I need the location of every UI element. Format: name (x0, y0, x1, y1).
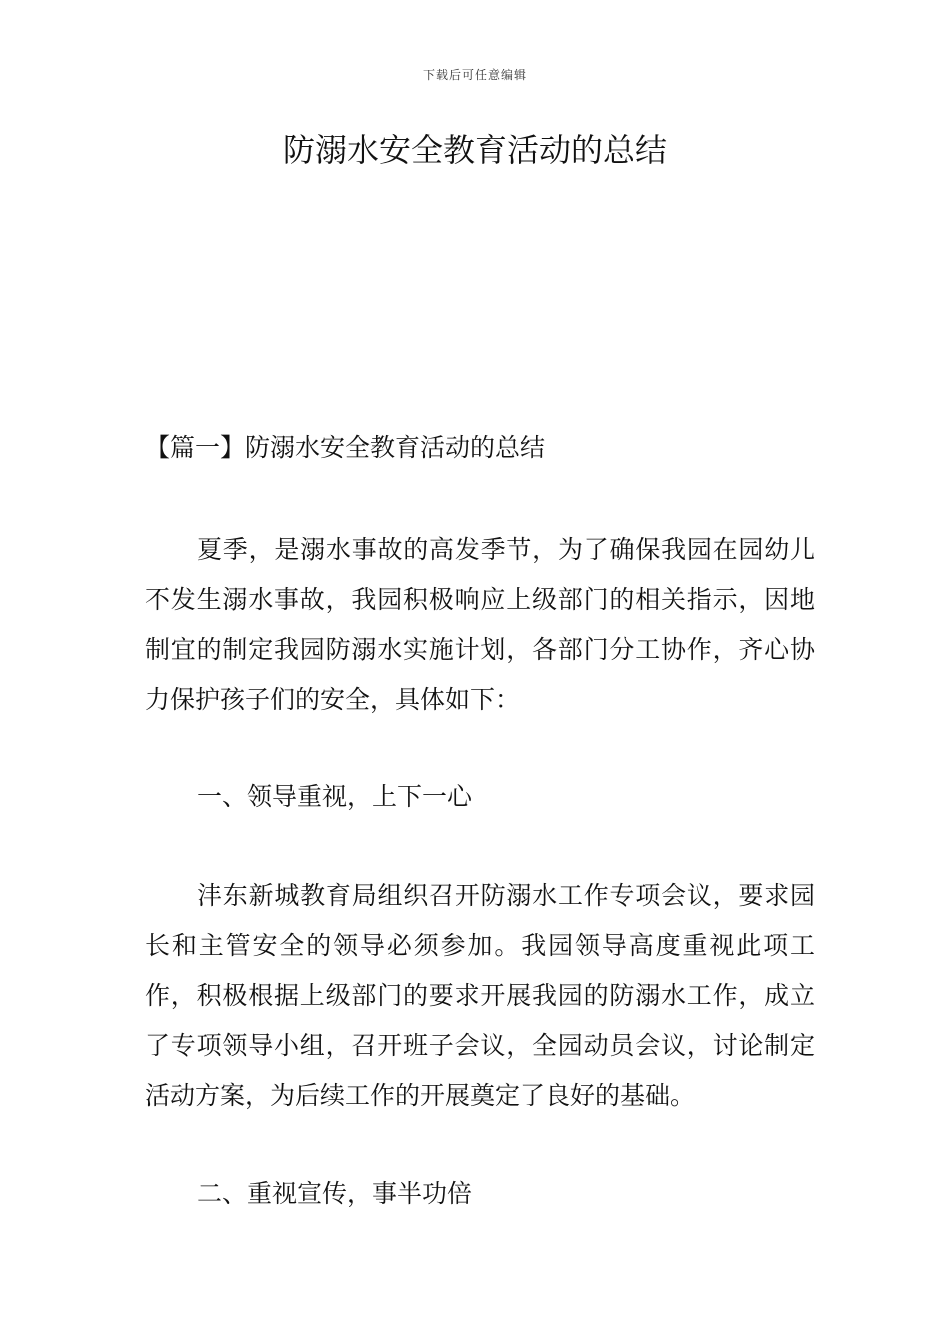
paragraph-leadership: 沣东新城教育局组织召开防溺水工作专项会议，要求园长和主管安全的领导必须参加。我园领导高度重视此项工作，积极根据上级部门的要求开展我园的防溺水工作，成立了专项领导小组，召开班子会议，全园动员会议，讨论制定活动方案，为后续工作的开展奠定了良好的基础。 (145, 881, 815, 1110)
section-label: 【篇一】防溺水安全教育活动的总结 (145, 433, 546, 462)
heading-publicity: 二、重视宣传，事半功倍 (197, 1179, 473, 1208)
heading-leadership: 一、领导重视，上下一心 (197, 782, 473, 811)
paragraph-intro: 夏季，是溺水事故的高发季节，为了确保我园在园幼儿不发生溺水事故，我园积极响应上级部门的相关指示，因地制宜的制定我园防溺水实施计划，各部门分工协作，齐心协力保护孩子们的安全，具体如下： (145, 535, 815, 714)
header-note: 下载后可任意编辑 (422, 68, 527, 82)
page-title: 防溺水安全教育活动的总结 (282, 131, 667, 169)
